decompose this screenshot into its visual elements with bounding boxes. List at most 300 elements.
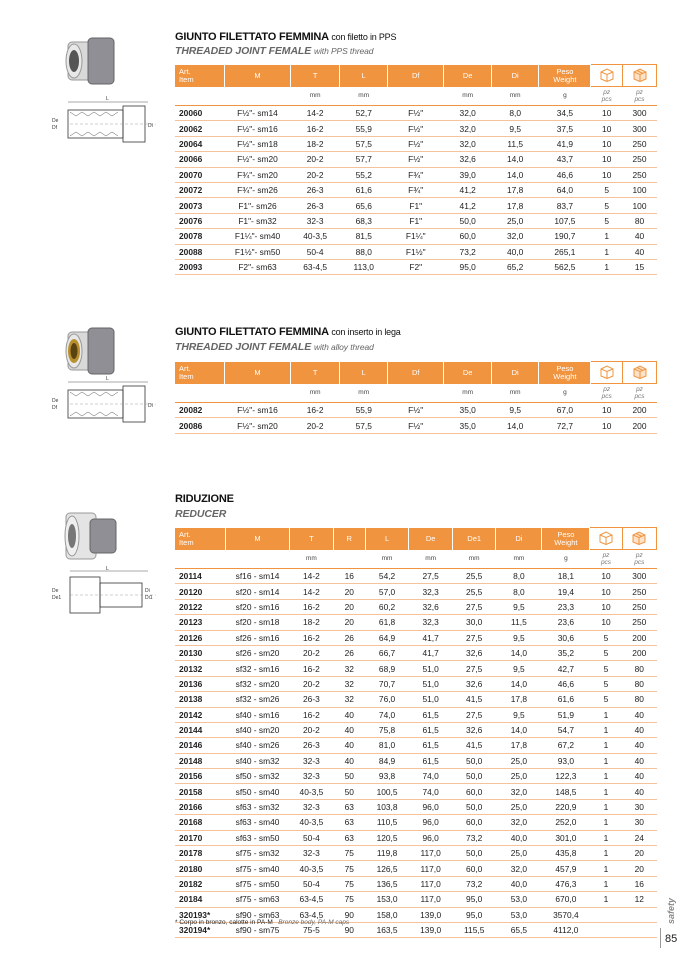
table-cell xyxy=(622,922,656,937)
table-cell: 117,0 xyxy=(409,892,453,907)
table-cell: 115,5 xyxy=(452,922,496,937)
table-cell: 41,2 xyxy=(444,182,491,197)
table-cell xyxy=(590,922,622,937)
table-cell: 1 xyxy=(591,229,623,244)
table-cell: 20-2 xyxy=(290,152,340,167)
column-header: Art. Item xyxy=(175,65,225,87)
table-cell: 96,0 xyxy=(409,830,453,845)
table-row xyxy=(175,152,657,167)
table-cell: 20076 xyxy=(175,213,225,228)
table-cell: 20148 xyxy=(175,753,225,768)
table-cell: 75 xyxy=(333,892,365,907)
table-cell: 57,5 xyxy=(340,418,387,433)
table-cell: 20 xyxy=(333,615,365,630)
table-cell: 1 xyxy=(590,876,622,891)
table-cell: 320194* xyxy=(175,922,225,937)
table-cell: 11,5 xyxy=(496,615,542,630)
table-cell: sf26 - sm16 xyxy=(225,630,289,645)
table-cell: 32,6 xyxy=(409,599,453,614)
unit-cell xyxy=(225,550,289,569)
drawing-label-De: De xyxy=(52,118,59,124)
table-cell: 14-2 xyxy=(290,584,334,599)
table-cell: 53,0 xyxy=(496,892,542,907)
table-cell: 300 xyxy=(623,106,657,121)
table-cell: 32,6 xyxy=(452,722,496,737)
table-cell: F½"- sm16 xyxy=(225,403,291,418)
column-header: L xyxy=(365,528,409,550)
table-cell: 25,5 xyxy=(452,569,496,584)
table-cell: 320193* xyxy=(175,907,225,922)
table-cell: 74,0 xyxy=(409,784,453,799)
table-cell: 32,0 xyxy=(496,815,542,830)
table-cell: F¾" xyxy=(387,167,444,182)
table-cell: 75,8 xyxy=(365,722,409,737)
technical-drawing xyxy=(48,565,160,623)
table-cell: 20078 xyxy=(175,229,225,244)
column-header: Di xyxy=(491,362,538,384)
column-header: T xyxy=(290,65,340,87)
table-cell: 250 xyxy=(622,599,656,614)
table-cell: 10 xyxy=(590,615,622,630)
table-cell: 220,9 xyxy=(542,799,590,814)
table-cell: sf75 - sm40 xyxy=(225,861,289,876)
table-cell: 20166 xyxy=(175,799,225,814)
table-cell: 32,0 xyxy=(444,136,491,151)
table-cell: 20170 xyxy=(175,830,225,845)
table-row xyxy=(175,830,657,845)
table-cell: 55,2 xyxy=(340,167,387,182)
table-cell: 20-2 xyxy=(290,645,334,660)
box-icon xyxy=(599,68,615,82)
table-cell: F2"- sm63 xyxy=(225,259,291,274)
column-header: M xyxy=(225,528,289,550)
table-cell: 10 xyxy=(591,403,623,418)
table-cell: F¾"- sm20 xyxy=(225,167,291,182)
table-cell: sf20 - sm18 xyxy=(225,615,289,630)
table-row xyxy=(175,799,657,814)
units-row xyxy=(175,550,657,569)
table-cell: 562,5 xyxy=(539,259,591,274)
table-cell: 5 xyxy=(590,676,622,691)
table-cell: 1 xyxy=(590,799,622,814)
section-subtitle: THREADED JOINT FEMALE with alloy thread xyxy=(175,341,374,353)
drawing-label-Df: Df xyxy=(52,125,57,131)
table-cell: 9,5 xyxy=(496,707,542,722)
table-cell: 66,7 xyxy=(365,645,409,660)
table-cell: 20144 xyxy=(175,722,225,737)
table-cell: 10 xyxy=(591,152,623,167)
column-header: T xyxy=(290,362,340,384)
table-cell: 20180 xyxy=(175,861,225,876)
unit-cell: pz pcs xyxy=(591,87,623,106)
column-header: De xyxy=(444,65,491,87)
page-number-rule xyxy=(660,928,661,948)
table-cell: 90 xyxy=(333,907,365,922)
table-cell: 75 xyxy=(333,876,365,891)
table-cell: 25,0 xyxy=(496,753,542,768)
table-cell: 61,8 xyxy=(365,615,409,630)
table-cell: 252,0 xyxy=(542,815,590,830)
table-cell: 139,0 xyxy=(409,907,453,922)
table-cell: 20072 xyxy=(175,182,225,197)
table-cell: 10 xyxy=(590,569,622,584)
table-cell: 32,0 xyxy=(444,106,491,121)
units-row xyxy=(175,87,657,106)
table-cell: 40 xyxy=(622,738,656,753)
table-cell: 250 xyxy=(622,615,656,630)
table-cell: 9,5 xyxy=(496,630,542,645)
table-cell: 16 xyxy=(622,876,656,891)
table-cell: 16-2 xyxy=(290,121,340,136)
table-cell: 95,0 xyxy=(444,259,491,274)
table-cell: 50,0 xyxy=(444,213,491,228)
table-cell: 27,5 xyxy=(452,661,496,676)
table-cell: 25,0 xyxy=(496,799,542,814)
table-cell: 15 xyxy=(623,259,657,274)
table-cell: 40 xyxy=(333,738,365,753)
column-header: Art. Item xyxy=(175,362,225,384)
table-row xyxy=(175,784,657,799)
table-cell: 50,0 xyxy=(452,799,496,814)
table-cell: 20-2 xyxy=(290,418,340,433)
table-cell: 16-2 xyxy=(290,661,334,676)
table-cell: 57,7 xyxy=(340,152,387,167)
unit-cell: pz pcs xyxy=(623,384,657,403)
table-row xyxy=(175,753,657,768)
table-cell: 30 xyxy=(622,815,656,830)
unit-cell: g xyxy=(539,384,591,403)
table-cell: 64,0 xyxy=(539,182,591,197)
product-table xyxy=(175,64,657,275)
table-row xyxy=(175,599,657,614)
table-row xyxy=(175,229,657,244)
table-cell: 40 xyxy=(622,707,656,722)
table-cell: F2" xyxy=(387,259,444,274)
table-cell: 40 xyxy=(622,753,656,768)
table-cell: 61,5 xyxy=(409,753,453,768)
table-cell: 20158 xyxy=(175,784,225,799)
table-row xyxy=(175,707,657,722)
table-cell: 65,6 xyxy=(340,198,387,213)
table-cell: 11,5 xyxy=(491,136,538,151)
table-cell: 51,0 xyxy=(409,692,453,707)
table-cell: 50-4 xyxy=(290,244,340,259)
table-cell: 250 xyxy=(623,152,657,167)
technical-drawing xyxy=(48,374,160,432)
table-row xyxy=(175,121,657,136)
section-title: GIUNTO FILETTATO FEMMINA con inserto in lega xyxy=(175,326,401,338)
table-cell: 65,2 xyxy=(491,259,538,274)
table-cell: 20070 xyxy=(175,167,225,182)
table-cell: 68,9 xyxy=(365,661,409,676)
table-cell: 32 xyxy=(333,676,365,691)
unit-cell xyxy=(333,550,365,569)
table-cell: 20082 xyxy=(175,403,225,418)
table-cell: 26-3 xyxy=(290,692,334,707)
table-row xyxy=(175,615,657,630)
table-cell: 17,8 xyxy=(491,198,538,213)
table-cell: 20156 xyxy=(175,769,225,784)
table-cell: F1" xyxy=(387,213,444,228)
table-row xyxy=(175,630,657,645)
table-cell: 34,5 xyxy=(539,106,591,121)
table-cell: 52,7 xyxy=(340,106,387,121)
table-cell: 12 xyxy=(622,892,656,907)
table-cell: 18-2 xyxy=(290,136,340,151)
table-row xyxy=(175,892,657,907)
box-qty-header xyxy=(591,65,623,87)
table-cell: 81,0 xyxy=(365,738,409,753)
table-cell: 60,0 xyxy=(452,815,496,830)
table-cell: 16-2 xyxy=(290,707,334,722)
table-cell: 300 xyxy=(623,121,657,136)
table-cell: 20114 xyxy=(175,569,225,584)
table-cell: sf90 - sm75 xyxy=(225,922,289,937)
table-row xyxy=(175,198,657,213)
drawing-label-L: L xyxy=(106,376,109,382)
table-cell: 32,0 xyxy=(496,784,542,799)
unit-cell: mm xyxy=(444,87,491,106)
table-cell: 40-3,5 xyxy=(290,861,334,876)
table-cell: 250 xyxy=(622,584,656,599)
table-cell: 41,7 xyxy=(409,630,453,645)
drawing-label-Di: Di xyxy=(145,588,150,594)
table-cell: 61,5 xyxy=(409,707,453,722)
table-cell: 5 xyxy=(590,692,622,707)
table-cell: 14-2 xyxy=(290,569,334,584)
drawing-label-Di: Di xyxy=(148,123,153,129)
table-cell: 1 xyxy=(591,259,623,274)
table-cell: 32,0 xyxy=(496,861,542,876)
table-cell: 122,3 xyxy=(542,769,590,784)
table-cell: 20086 xyxy=(175,418,225,433)
table-cell: 41,5 xyxy=(452,692,496,707)
table-cell: 300 xyxy=(622,569,656,584)
table-cell: F½"- sm14 xyxy=(225,106,291,121)
table-cell: 63 xyxy=(333,830,365,845)
table-cell: 32,6 xyxy=(452,676,496,691)
table-cell: sf63 - sm50 xyxy=(225,830,289,845)
table-cell: 80 xyxy=(622,692,656,707)
table-cell: 32,0 xyxy=(444,121,491,136)
table-cell: 1 xyxy=(590,815,622,830)
table-cell: 23,3 xyxy=(542,599,590,614)
table-cell: 32-3 xyxy=(290,213,340,228)
unit-cell xyxy=(387,87,444,106)
table-cell: 103,8 xyxy=(365,799,409,814)
table-cell: 14,0 xyxy=(496,722,542,737)
table-cell: 83,7 xyxy=(539,198,591,213)
table-cell: 100 xyxy=(623,198,657,213)
table-cell: sf40 - sm20 xyxy=(225,722,289,737)
unit-cell xyxy=(175,550,225,569)
table-cell: 26 xyxy=(333,630,365,645)
table-cell: 80 xyxy=(623,213,657,228)
table-cell: sf40 - sm26 xyxy=(225,738,289,753)
unit-cell: mm xyxy=(290,550,334,569)
table-cell: 200 xyxy=(622,630,656,645)
table-cell: F½" xyxy=(387,121,444,136)
table-cell: 1 xyxy=(591,244,623,259)
column-header: L xyxy=(340,65,387,87)
table-cell: 73,2 xyxy=(452,830,496,845)
table-cell: 32,0 xyxy=(491,229,538,244)
table-cell: 25,0 xyxy=(496,846,542,861)
table-cell: 20 xyxy=(333,599,365,614)
table-cell: 16-2 xyxy=(290,403,340,418)
table-cell: 75 xyxy=(333,846,365,861)
table-cell: 139,0 xyxy=(409,922,453,937)
table-cell: 20064 xyxy=(175,136,225,151)
table-cell: 60,0 xyxy=(444,229,491,244)
table-cell: 20 xyxy=(622,846,656,861)
table-cell: 10 xyxy=(591,418,623,433)
table-cell: 17,8 xyxy=(491,182,538,197)
table-cell: 20093 xyxy=(175,259,225,274)
table-cell: 20062 xyxy=(175,121,225,136)
table-cell: 670,0 xyxy=(542,892,590,907)
table-row xyxy=(175,722,657,737)
drawing-label-De1: De1 xyxy=(52,595,62,601)
table-cell: 20-2 xyxy=(290,722,334,737)
unit-cell: mm xyxy=(496,550,542,569)
table-cell: 20120 xyxy=(175,584,225,599)
table-cell: 41,7 xyxy=(409,645,453,660)
drawing-label-Di1: Di1 xyxy=(145,595,153,601)
table-cell: 5 xyxy=(591,198,623,213)
table-cell: 40,0 xyxy=(496,876,542,891)
table-cell: 9,5 xyxy=(491,403,538,418)
table-cell: 20088 xyxy=(175,244,225,259)
table-cell: 1 xyxy=(590,769,622,784)
table-cell: 27,5 xyxy=(452,630,496,645)
table-cell: 8,0 xyxy=(491,106,538,121)
table-cell: 27,5 xyxy=(409,569,453,584)
table-cell: 14,0 xyxy=(496,645,542,660)
table-cell: F½"- sm20 xyxy=(225,418,291,433)
drawing-label-De: De xyxy=(52,398,59,404)
table-cell xyxy=(622,907,656,922)
table-cell: 40,0 xyxy=(496,830,542,845)
table-row xyxy=(175,676,657,691)
table-cell: 10 xyxy=(591,106,623,121)
unit-cell: pz pcs xyxy=(591,384,623,403)
table-cell: F½"- sm16 xyxy=(225,121,291,136)
table-row xyxy=(175,645,657,660)
table-cell: 20073 xyxy=(175,198,225,213)
table-cell: 41,5 xyxy=(452,738,496,753)
table-cell: 65,5 xyxy=(496,922,542,937)
table-cell: sf75 - sm50 xyxy=(225,876,289,891)
table-cell: F1¼"- sm40 xyxy=(225,229,291,244)
table-row xyxy=(175,692,657,707)
units-row xyxy=(175,384,657,403)
table-cell xyxy=(590,907,622,922)
table-cell: 60,0 xyxy=(452,784,496,799)
column-header: Di xyxy=(496,528,542,550)
brand-text: safety xyxy=(666,897,676,924)
table-row xyxy=(175,418,657,433)
table-cell: 20182 xyxy=(175,876,225,891)
table-cell: 42,7 xyxy=(542,661,590,676)
table-cell: 20-2 xyxy=(290,676,334,691)
table-cell: 16-2 xyxy=(290,630,334,645)
column-header: Df xyxy=(387,65,444,87)
fitting-photo xyxy=(60,320,122,382)
table-cell: 20168 xyxy=(175,815,225,830)
table-cell: 113,0 xyxy=(340,259,387,274)
table-cell: 40,0 xyxy=(491,244,538,259)
technical-drawing xyxy=(48,94,160,152)
table-cell: 100,5 xyxy=(365,784,409,799)
table-cell: 32,3 xyxy=(409,584,453,599)
table-cell: 5 xyxy=(590,645,622,660)
table-cell: 10 xyxy=(590,599,622,614)
table-cell: 68,3 xyxy=(340,213,387,228)
table-cell: 25,5 xyxy=(452,584,496,599)
table-cell: 120,5 xyxy=(365,830,409,845)
table-cell: 40 xyxy=(622,722,656,737)
carton-icon xyxy=(632,68,648,82)
table-row xyxy=(175,876,657,891)
table-cell: 435,8 xyxy=(542,846,590,861)
table-row xyxy=(175,182,657,197)
box-qty-header xyxy=(590,528,622,550)
table-cell: 35,0 xyxy=(444,418,491,433)
unit-cell: mm xyxy=(340,87,387,106)
table-cell: 200 xyxy=(622,645,656,660)
table-cell: 16-2 xyxy=(290,599,334,614)
table-cell: 1 xyxy=(590,892,622,907)
table-cell: sf90 - sm63 xyxy=(225,907,289,922)
table-cell: 5 xyxy=(590,630,622,645)
table-cell: 50 xyxy=(333,769,365,784)
table-cell: 40 xyxy=(622,769,656,784)
table-cell: 73,2 xyxy=(444,244,491,259)
table-cell: 10 xyxy=(590,584,622,599)
table-cell: 41,2 xyxy=(444,198,491,213)
table-cell: 25,0 xyxy=(491,213,538,228)
table-cell: 32-3 xyxy=(290,769,334,784)
table-row xyxy=(175,861,657,876)
table-header-row xyxy=(175,65,657,87)
table-cell: 95,0 xyxy=(452,892,496,907)
table-cell: 19,4 xyxy=(542,584,590,599)
table-row xyxy=(175,106,657,121)
table-cell: sf63 - sm40 xyxy=(225,815,289,830)
drawing-label-L: L xyxy=(106,96,109,102)
unit-cell: mm xyxy=(290,384,340,403)
product-table xyxy=(175,527,657,938)
table-cell: 67,0 xyxy=(539,403,591,418)
table-header-row xyxy=(175,362,657,384)
table-cell: 3570,4 xyxy=(542,907,590,922)
table-cell: 40-3,5 xyxy=(290,229,340,244)
table-cell: 110,5 xyxy=(365,815,409,830)
table-cell: 14,0 xyxy=(491,152,538,167)
unit-cell: mm xyxy=(409,550,453,569)
unit-cell: pz pcs xyxy=(623,87,657,106)
table-cell: 46,6 xyxy=(539,167,591,182)
unit-cell xyxy=(175,87,225,106)
table-cell: sf50 - sm40 xyxy=(225,784,289,799)
table-cell: 20142 xyxy=(175,707,225,722)
table-row xyxy=(175,738,657,753)
table-cell: 20146 xyxy=(175,738,225,753)
table-cell: 90 xyxy=(333,922,365,937)
table-row xyxy=(175,213,657,228)
product-table xyxy=(175,361,657,434)
